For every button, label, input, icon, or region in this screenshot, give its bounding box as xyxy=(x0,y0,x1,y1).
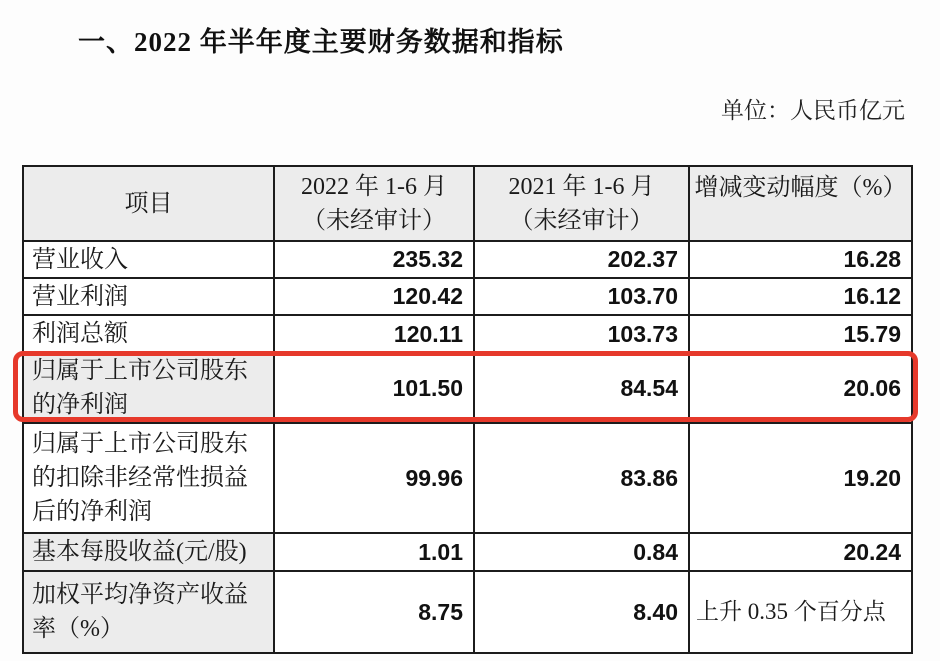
value-2021: 202.37 xyxy=(474,241,689,278)
header-change-label: 增减变动幅度（%） xyxy=(694,175,907,201)
header-cell-change xyxy=(689,166,912,241)
row-label: 归属于上市公司股东的扣除非经常性损益后的净利润 xyxy=(23,423,274,533)
table-row-net-profit-deducted xyxy=(23,423,912,533)
table-row-revenue xyxy=(23,241,912,278)
table-row-total-profit xyxy=(23,315,912,353)
header-cell-item xyxy=(23,166,274,241)
value-2022: 120.11 xyxy=(274,315,474,353)
value-2021: 103.70 xyxy=(474,278,689,315)
value-change: 上升 0.35 个百分点 xyxy=(689,571,912,653)
table-row-eps xyxy=(23,533,912,571)
header-2021-sublabel: （未经审计） xyxy=(509,207,654,234)
row-label: 营业利润 xyxy=(23,278,274,315)
value-2022: 99.96 xyxy=(274,423,474,533)
table-row-roe xyxy=(23,571,912,653)
header-cell-2021 xyxy=(474,166,689,241)
header-cell-2022 xyxy=(274,166,474,241)
value-2022: 101.50 xyxy=(274,353,474,423)
value-change: 20.06 xyxy=(689,353,912,423)
value-2022: 1.01 xyxy=(274,533,474,571)
financial-table xyxy=(22,165,913,654)
value-change: 20.24 xyxy=(689,533,912,571)
header-2022-sublabel: （未经审计） xyxy=(302,207,446,234)
table-row-operating-profit xyxy=(23,278,912,315)
row-label: 基本每股收益(元/股) xyxy=(23,533,274,571)
header-2021-label: 2021 年 1-6 月 xyxy=(508,173,655,200)
value-2022: 235.32 xyxy=(274,241,474,278)
value-2021: 84.54 xyxy=(474,353,689,423)
value-change: 19.20 xyxy=(689,423,912,533)
section-title: 一、2022 年半年度主要财务数据和指标 xyxy=(78,27,564,57)
table-header-row xyxy=(23,166,912,241)
row-label: 营业收入 xyxy=(23,241,274,278)
value-change: 16.28 xyxy=(689,241,912,278)
table-row-net-profit-highlighted xyxy=(23,353,912,423)
row-label: 利润总额 xyxy=(23,315,274,353)
value-change: 16.12 xyxy=(689,278,912,315)
row-label: 加权平均净资产收益率（%） xyxy=(23,571,274,653)
value-2021: 83.86 xyxy=(474,423,689,533)
financial-table-wrapper xyxy=(22,165,913,654)
value-change: 15.79 xyxy=(689,315,912,353)
value-2021: 103.73 xyxy=(474,315,689,353)
unit-label: 单位：人民币亿元 xyxy=(721,98,905,123)
value-2022: 120.42 xyxy=(274,278,474,315)
row-label: 归属于上市公司股东的净利润 xyxy=(23,353,274,423)
value-2022: 8.75 xyxy=(274,571,474,653)
value-2021: 8.40 xyxy=(474,571,689,653)
value-2021: 0.84 xyxy=(474,533,689,571)
header-item-label: 项目 xyxy=(124,190,173,217)
header-2022-label: 2022 年 1-6 月 xyxy=(301,173,447,200)
